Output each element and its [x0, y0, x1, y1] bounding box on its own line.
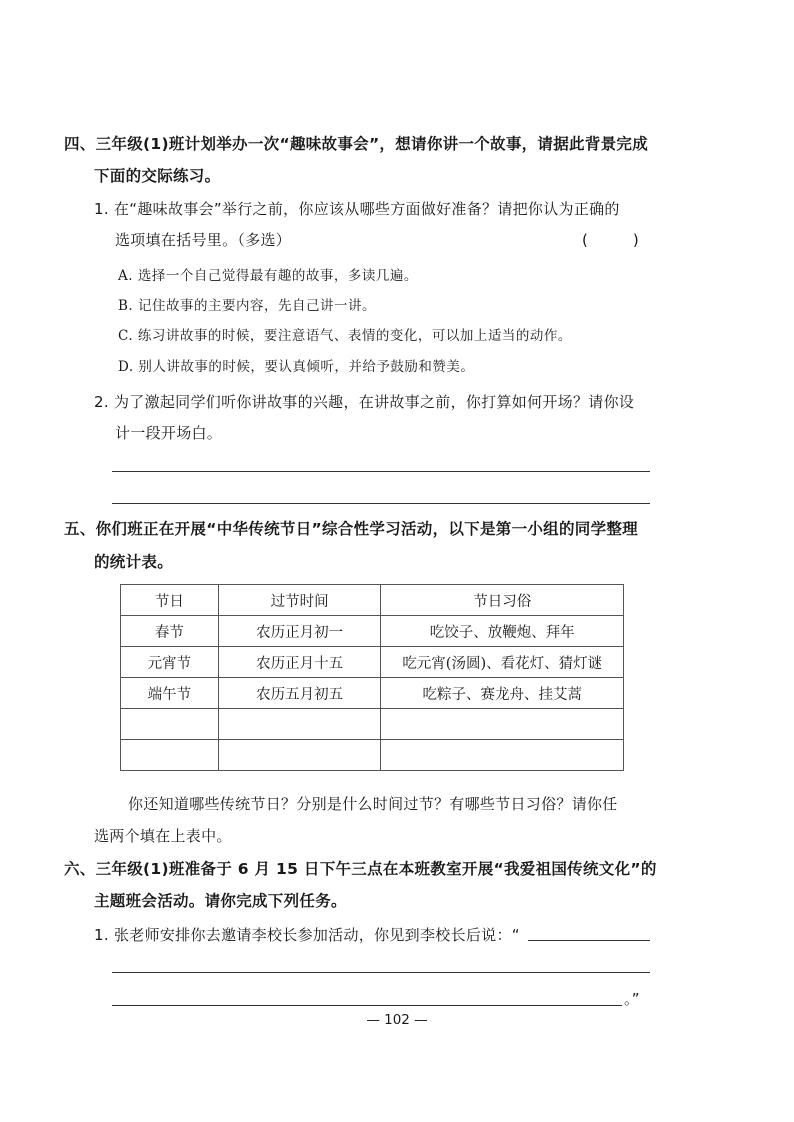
table-cell: 吃粽子、赛龙舟、挂艾蒿 — [381, 678, 624, 709]
answer-line-1[interactable] — [112, 471, 650, 472]
header-time: 过节时间 — [218, 585, 381, 616]
q4-title-line1: 四、三年级(1)班计划举办一次“趣味故事会”，想请你讲一个故事，请据此背景完成 — [64, 135, 649, 153]
table-header-row — [121, 585, 624, 616]
header-festival: 节日 — [121, 585, 219, 616]
q4-title-line2: 下面的交际练习。 — [94, 167, 221, 185]
q5-title-line2: 的统计表。 — [94, 553, 174, 571]
closing-quote: 。” — [624, 990, 640, 1008]
q4-sub1-line1: 1. 在“趣味故事会”举行之前，你应该从哪些方面做好准备？请把你认为正确的 — [94, 200, 620, 218]
q4-sub2-line1: 2. 为了激起同学们听你讲故事的兴趣，在讲故事之前，你打算如何开场？请你设 — [94, 393, 635, 411]
table-cell: 农历正月十五 — [218, 647, 381, 678]
table-row-empty[interactable] — [121, 740, 624, 771]
option-a: A. 选择一个自己觉得最有趣的故事，多读几遍。 — [118, 268, 418, 284]
empty-cell[interactable] — [121, 740, 219, 771]
empty-cell[interactable] — [218, 740, 381, 771]
table-row-empty[interactable] — [121, 709, 624, 740]
table-cell: 农历五月初五 — [218, 678, 381, 709]
q5-title-line1: 五、你们班正在开展“中华传统节日”综合性学习活动，以下是第一小组的同学整理 — [64, 520, 638, 538]
answer-parentheses[interactable]: ( ) — [582, 231, 639, 249]
q6-title-line2: 主题班会活动。请你完成下列任务。 — [94, 892, 347, 910]
table-cell: 吃饺子、放鞭炮、拜年 — [381, 616, 624, 647]
empty-cell[interactable] — [121, 709, 219, 740]
empty-cell[interactable] — [218, 709, 381, 740]
q4-sub2-line2: 计一段开场白。 — [115, 424, 223, 442]
answer-line-3[interactable] — [112, 972, 650, 973]
empty-cell[interactable] — [381, 740, 624, 771]
answer-line-4[interactable] — [112, 1005, 622, 1006]
table-cell: 吃元宵(汤圆)、看花灯、猜灯谜 — [381, 647, 624, 678]
table-cell: 农历正月初一 — [218, 616, 381, 647]
q6-title-line1: 六、三年级(1)班准备于 6 月 15 日下午三点在本班教室开展“我爱祖国传统文化”的 — [64, 860, 657, 878]
q5-follow-line2: 选两个填在上表中。 — [94, 827, 232, 845]
table-cell: 春节 — [121, 616, 219, 647]
table-cell: 端午节 — [121, 678, 219, 709]
option-b: B. 记住故事的主要内容，先自己讲一讲。 — [118, 298, 377, 314]
header-customs: 节日习俗 — [381, 585, 624, 616]
answer-line-2[interactable] — [112, 503, 650, 504]
table-row — [121, 678, 624, 709]
answer-line-inline[interactable] — [528, 940, 650, 941]
empty-cell[interactable] — [381, 709, 624, 740]
festival-table — [120, 584, 624, 771]
page-number: — 102 — — [366, 1012, 428, 1028]
q6-sub1-text: 1. 张老师安排你去邀请李校长参加活动，你见到李校长后说：“ — [94, 926, 520, 944]
q4-sub1-line2: 选项填在括号里。（多选） — [115, 231, 292, 249]
q5-follow-line1: 你还知道哪些传统节日？分别是什么时间过节？有哪些节日习俗？请你任 — [128, 795, 618, 813]
option-d: D. 别人讲故事的时候，要认真倾听，并给予鼓励和赞美。 — [118, 359, 475, 375]
option-c: C. 练习讲故事的时候，要注意语气、表情的变化，可以加上适当的动作。 — [118, 328, 572, 344]
table-cell: 元宵节 — [121, 647, 219, 678]
table-row — [121, 616, 624, 647]
table-row — [121, 647, 624, 678]
